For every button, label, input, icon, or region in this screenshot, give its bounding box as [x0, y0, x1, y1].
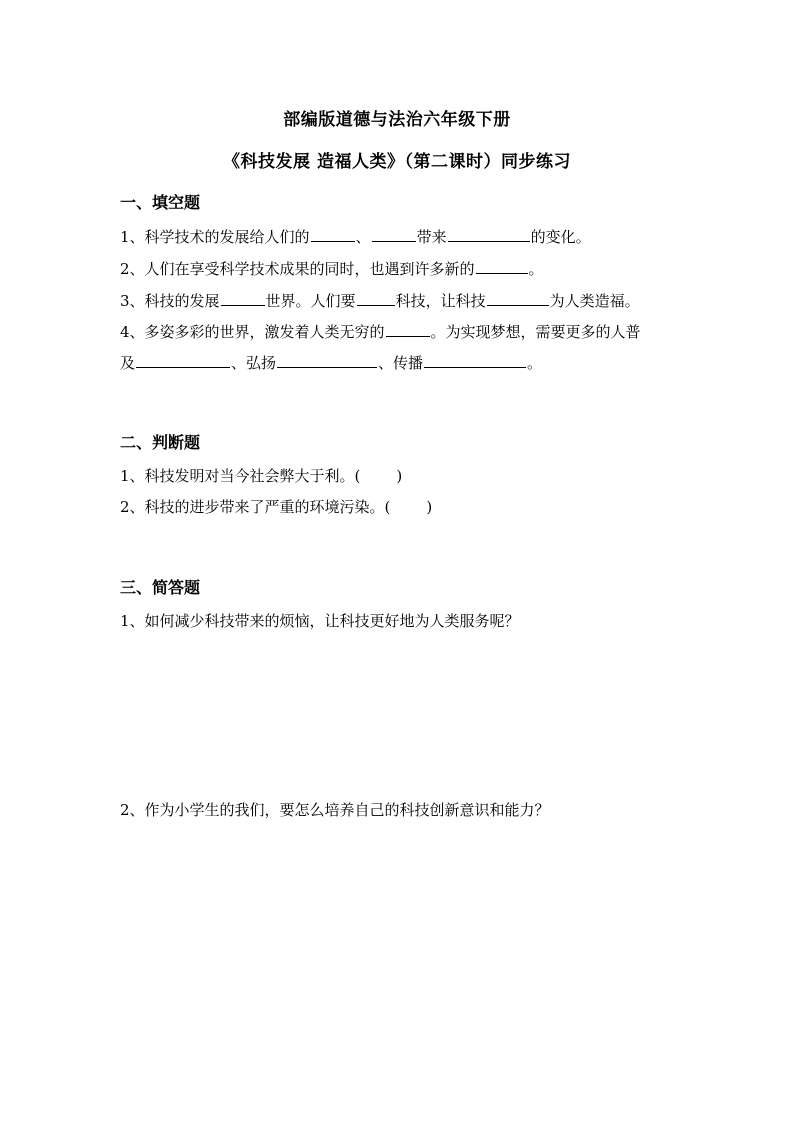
answer-blank[interactable]	[487, 290, 549, 306]
question-text: 。为实现梦想，需要更多的人普	[430, 323, 641, 341]
answer-blank[interactable]	[357, 290, 395, 306]
fill-question-4	[120, 321, 641, 342]
question-text: 3、科技的发展	[120, 292, 220, 310]
question-text: 带来	[416, 228, 447, 246]
question-text: )	[426, 498, 433, 516]
question-text: 的变化。	[530, 228, 591, 246]
fill-question-2	[120, 258, 544, 279]
fill-question-1	[120, 226, 591, 247]
question-text: )	[396, 467, 403, 485]
question-text: 。	[528, 260, 544, 278]
question-text: 2、科技的进步带来了严重的环境污染。(	[120, 498, 391, 516]
answer-blank[interactable]	[448, 226, 530, 242]
question-text: 1、科技发明对当今社会弊大于利。(	[120, 467, 361, 485]
section-heading-short-answer: 三、简答题	[120, 578, 201, 597]
answer-blank[interactable]	[476, 258, 528, 274]
answer-blank[interactable]	[221, 290, 265, 306]
question-text: 科技，让科技	[395, 292, 486, 310]
question-text: 1、科学技术的发展给人们的	[120, 228, 310, 246]
question-text: 。	[527, 354, 543, 372]
section-heading-fill-blank: 一、填空题	[120, 193, 201, 212]
question-text: 、弘扬	[231, 354, 277, 372]
answer-blank[interactable]	[424, 352, 526, 368]
short-answer-question-2: 2、作为小学生的我们，要怎么培养自己的科技创新意识和能力？	[120, 801, 550, 819]
document-title: 部编版道德与法治六年级下册	[283, 110, 511, 130]
answer-blank[interactable]	[311, 226, 355, 242]
judge-question-2	[120, 497, 432, 517]
answer-blank[interactable]	[136, 352, 230, 368]
document-subtitle: 《科技发展 造福人类》（第二课时）同步练习	[223, 152, 571, 172]
answer-blank[interactable]	[386, 321, 430, 337]
question-text: 、	[355, 228, 371, 246]
fill-question-4-continued	[120, 352, 542, 373]
question-text: 2、人们在享受科学技术成果的同时，也遇到许多新的	[120, 260, 475, 278]
section-heading-true-false: 二、判断题	[120, 433, 201, 452]
judge-question-1	[120, 466, 402, 486]
answer-blank[interactable]	[277, 352, 377, 368]
question-text: 、传播	[378, 354, 424, 372]
question-text: 为人类造福。	[549, 292, 640, 310]
question-text: 4、多姿多彩的世界，激发着人类无穷的	[120, 323, 385, 341]
question-text: 及	[120, 354, 136, 372]
short-answer-question-1: 1、如何减少科技带来的烦恼，让科技更好地为人类服务呢？	[120, 612, 520, 630]
fill-question-3	[120, 290, 640, 311]
question-text: 世界。人们要	[265, 292, 356, 310]
answer-blank[interactable]	[372, 226, 416, 242]
